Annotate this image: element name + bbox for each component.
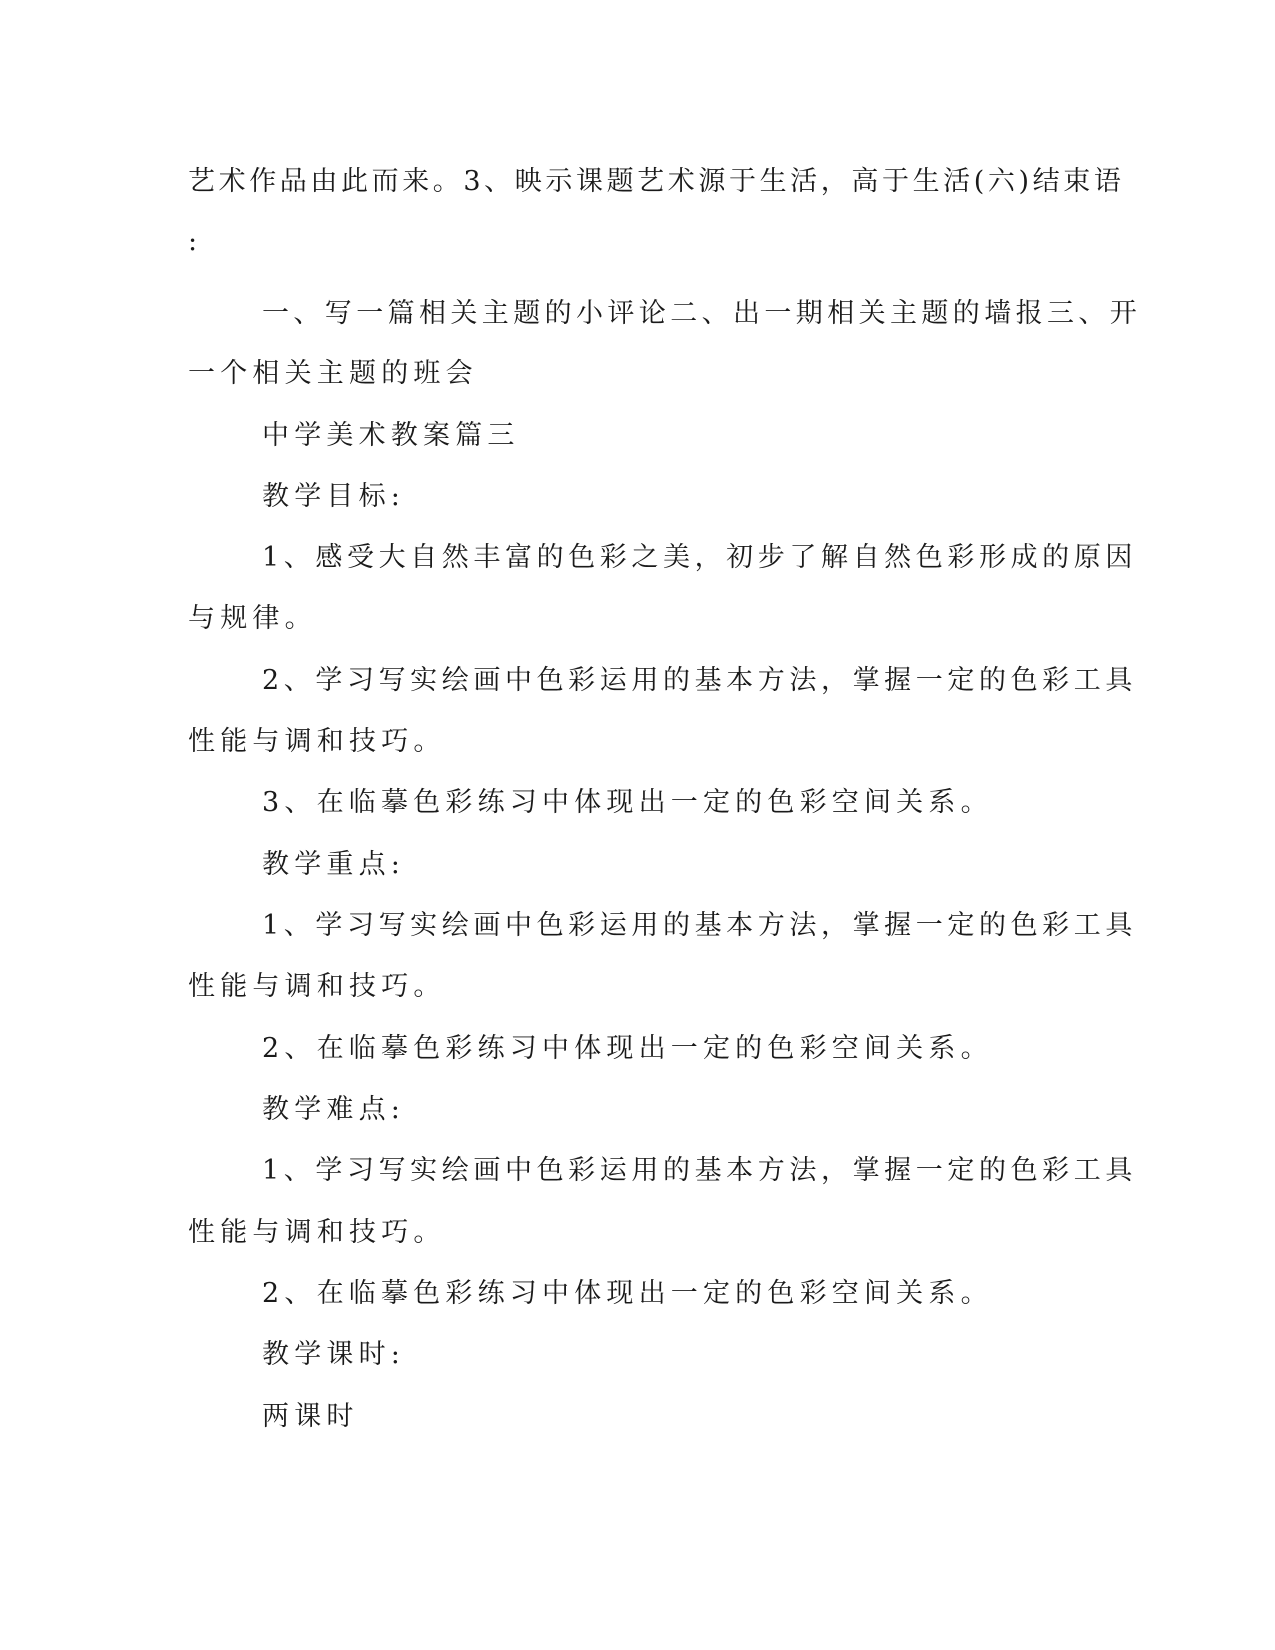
paragraph-line: 一、写一篇相关主题的小评论二、出一期相关主题的墙报三、开 [262, 298, 1142, 329]
paragraph-line: 两课时 [262, 1401, 359, 1432]
heading-difficulties: 教学难点: [262, 1094, 406, 1125]
paragraph-line: 3、在临摹色彩练习中体现出一定的色彩空间关系。 [262, 787, 993, 818]
heading-teaching-goals: 教学目标: [262, 481, 406, 512]
paragraph-line: 1、感受大自然丰富的色彩之美，初步了解自然色彩形成的原因 [262, 542, 1137, 573]
paragraph-line: 艺术作品由此而来。3、映示课题艺术源于生活，高于生活(六)结束语 [188, 166, 1125, 197]
paragraph-line: 一个相关主题的班会 [188, 358, 478, 389]
paragraph-line: 性能与调和技巧。 [188, 726, 446, 757]
paragraph-line: 性能与调和技巧。 [188, 1217, 446, 1248]
paragraph-line: 与规律。 [188, 603, 317, 634]
paragraph-line: 2、学习写实绘画中色彩运用的基本方法，掌握一定的色彩工具 [262, 665, 1137, 696]
paragraph-line: 性能与调和技巧。 [188, 971, 446, 1002]
paragraph-line: : [188, 226, 203, 257]
heading-class-hours: 教学课时: [262, 1339, 406, 1370]
heading-key-points: 教学重点: [262, 849, 406, 880]
paragraph-line: 2、在临摹色彩练习中体现出一定的色彩空间关系。 [262, 1278, 993, 1309]
paragraph-line: 1、学习写实绘画中色彩运用的基本方法，掌握一定的色彩工具 [262, 1155, 1137, 1186]
paragraph-line: 1、学习写实绘画中色彩运用的基本方法，掌握一定的色彩工具 [262, 910, 1137, 941]
section-title: 中学美术教案篇三 [262, 420, 520, 451]
paragraph-line: 2、在临摹色彩练习中体现出一定的色彩空间关系。 [262, 1033, 993, 1064]
